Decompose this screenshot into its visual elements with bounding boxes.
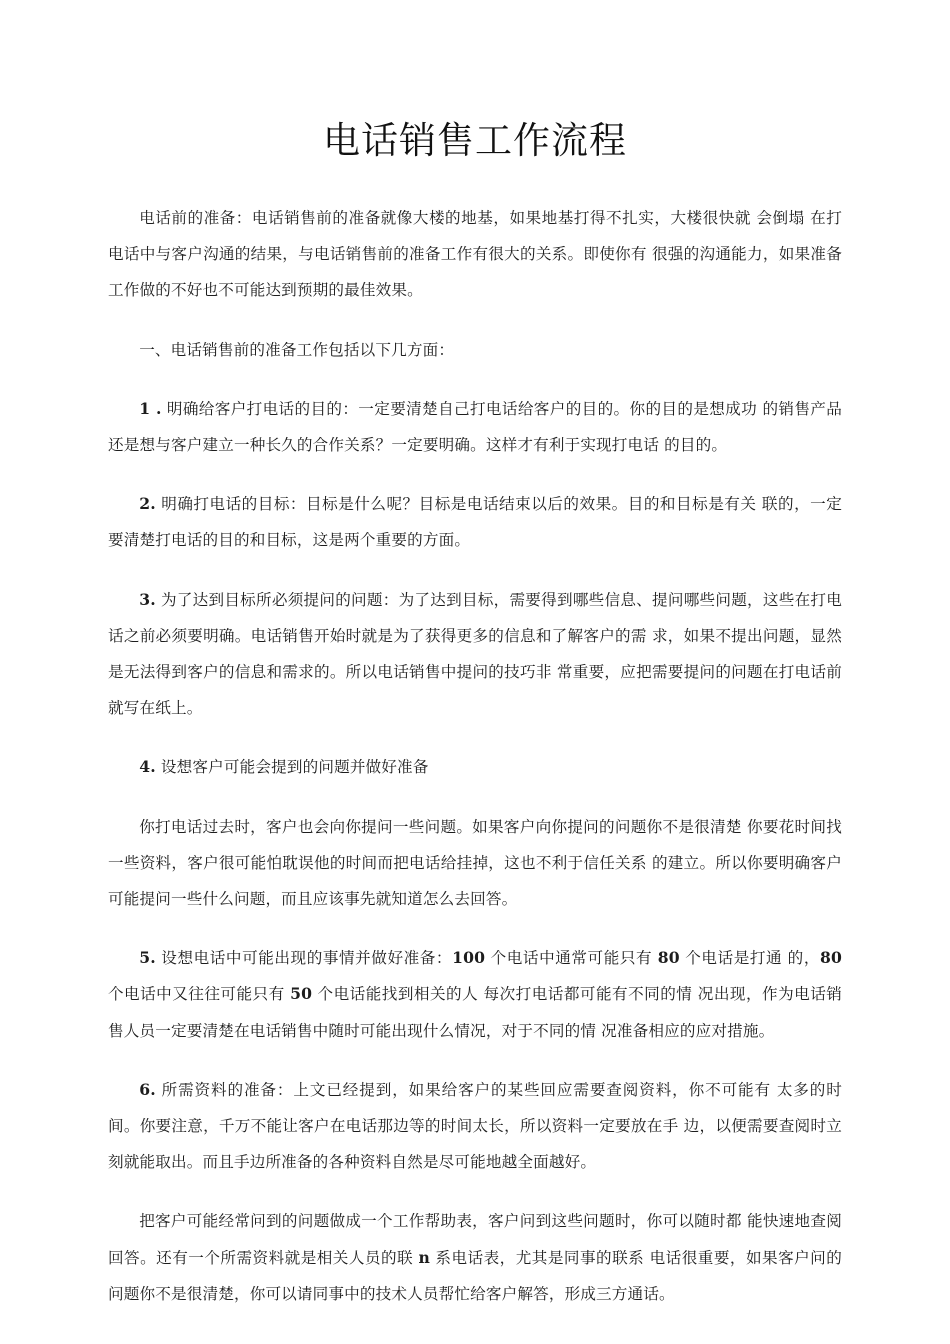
paragraph-closing: 把客户可能经常问到的问题做成一个工作帮助表，客户问到这些问题时，你可以随时都 能快速地查阅回答。还有一个所需资料就是相关人员的联 n 系电话表，尤其是同事的联系 电话很重要，如果客户问的问题你不是很清楚，你可以请同事中的技术人员帮忙给客户解答，形成三方通话。 [108,1212,842,1303]
page-title: 电话销售工作流程 [323,119,627,162]
list-item-4: 4. 设想客户可能会提到的问题并做好准备 [139,757,429,777]
paragraph-intro: 电话前的准备：电话销售前的准备就像大楼的地基，如果地基打得不扎实，大楼很快就 会倒塌 在打电话中与客户沟通的结果，与电话销售前的准备工作有很大的关系。即使你有 很强的沟通能力，如果准备工作做的不好也不可能达到预期的最佳效果。 [108,209,842,300]
list-item-3: 3. 为了达到目标所必须提问的问题：为了达到目标，需要得到哪些信息、提问哪些问题，这些在打电话之前必须要明确。电话销售开始时就是为了获得更多的信息和了解客户的需 求，如果不提出问题，显然是无法得到客户的信息和需求的。所以电话销售中提问的技巧非 常重要，应把需要提问的问题在打电话前就写在纸上。 [108,589,842,718]
list-item-2: 2. 明确打电话的目标：目标是什么呢？目标是电话结束以后的效果。目的和目标是有关 联的，一定要清楚打电话的目的和目标，这是两个重要的方面。 [108,494,842,550]
paragraph-item-4-body: 你打电话过去时，客户也会向你提问一些问题。如果客户向你提问的问题你不是很清楚 你要花时间找一些资料，客户很可能怕耽误他的时间而把电话给挂掉，这也不利于信任关系 的建立。所以你要明确客户可能提问一些什么问题，而且应该事先就知道怎么去回答。 [108,817,842,909]
document-body [108,0,842,1312]
heading-section-one: 一、电话销售前的准备工作包括以下几方面： [139,340,455,359]
list-item-5: 5. 设想电话中可能出现的事情并做好准备：100 个电话中通常可能只有 80 个电话是打通 的，80 个电话中又往往可能只有 50 个电话能找到相关的人 每次打电话都可能有不同的情 况出现，作为电话销售人员一定要清楚在电话销售中随时可能出现什么情况，对于不同的情 况准备相应的应对措施。 [108,948,843,1040]
list-item-1: 1 . 明确给客户打电话的目的：一定要清楚自己打电话给客户的目的。你的目的是想成功 的销售产品还是想与客户建立一种长久的合作关系？一定要明确。这样才有利于实现打电话 的目的。 [108,398,842,455]
list-item-6: 6. 所需资料的准备：上文已经提到，如果给客户的某些回应需要查阅资料，你不可能有 太多的时间。你要注意，千万不能让客户在电话那边等的时间太长，所以资料一定要放在手 边，以便需要查阅时立刻就能取出。而且手边所准备的各种资料自然是尽可能地越全面越好。 [108,1079,842,1172]
